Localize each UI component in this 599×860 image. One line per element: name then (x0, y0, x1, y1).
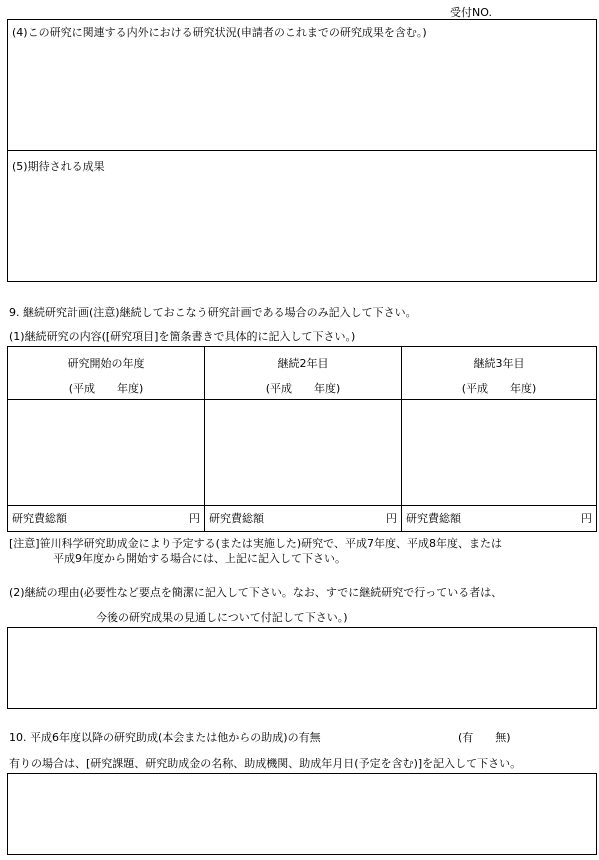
section-9-sub1-label: (1)継続研究の内容([研究項目]を箇条書きで具体的に記入して下さい。) (9, 330, 356, 343)
column-1-content-cell[interactable] (9, 401, 203, 504)
column-divider (401, 347, 402, 531)
receipt-number-label: 受付NO. (450, 6, 492, 19)
fee-label: 研究費総額 (406, 512, 461, 525)
column-3-title: 継続3年目 (473, 357, 525, 370)
continuation-table (7, 346, 597, 532)
column-3-fee-cell[interactable] (402, 506, 596, 531)
fee-label: 研究費総額 (12, 512, 67, 525)
section-4-label: (4)この研究に関連する内外における研究状況(申請者のこれまでの研究成果を含む。) (12, 26, 427, 39)
column-3-content-cell[interactable] (403, 401, 595, 504)
column-2-title: 継続2年目 (277, 357, 329, 370)
column-2-fee-cell[interactable] (205, 506, 401, 531)
continuation-reason-box[interactable] (7, 627, 597, 709)
yen-unit: 円 (581, 512, 592, 525)
note-line-2: 平成9年度から開始する場合には、上記に記入して下さい。 (53, 552, 346, 565)
column-3-period: (平成 年度) (461, 382, 537, 395)
yen-unit: 円 (189, 512, 200, 525)
section-10-box[interactable] (7, 773, 597, 855)
fee-label: 研究費総額 (209, 512, 264, 525)
column-2-period: (平成 年度) (265, 382, 341, 395)
section-4-box[interactable] (7, 19, 597, 151)
section-9-sub2-line-1: (2)継続の理由(必要性など要点を簡潔に記入して下さい。なお、すでに継続研究で行っている者は、 (9, 586, 503, 599)
section-9-sub2-line-2: 今後の研究成果の見通しについて付記して下さい。) (96, 611, 348, 624)
header-divider (8, 399, 596, 400)
column-1-title: 研究開始の年度 (67, 357, 145, 370)
column-1-period: (平成 年度) (68, 382, 144, 395)
section-10-choice[interactable]: (有 無) (458, 731, 511, 744)
yen-unit: 円 (386, 512, 397, 525)
note-line-1: [注意]笹川科学研究助成金により予定する(または実施した)研究で、平成7年度、平成8年度、または (9, 537, 502, 550)
section-5-box[interactable] (7, 150, 597, 282)
section-10-title: 10. 平成6年度以降の研究助成(本会または他からの助成)の有無 (9, 731, 321, 744)
column-2-content-cell[interactable] (206, 401, 400, 504)
column-divider (204, 347, 205, 531)
section-10-instruction: 有りの場合は、[研究課題、研究助成金の名称、助成機関、助成年月日(予定を含む)]を記入して下さい。 (9, 757, 522, 770)
section-5-label: (5)期待される成果 (12, 160, 105, 173)
section-9-title: 9. 継続研究計画(注意)継続しておこなう研究計画である場合のみ記入して下さい。 (9, 306, 417, 319)
column-1-fee-cell[interactable] (8, 506, 204, 531)
